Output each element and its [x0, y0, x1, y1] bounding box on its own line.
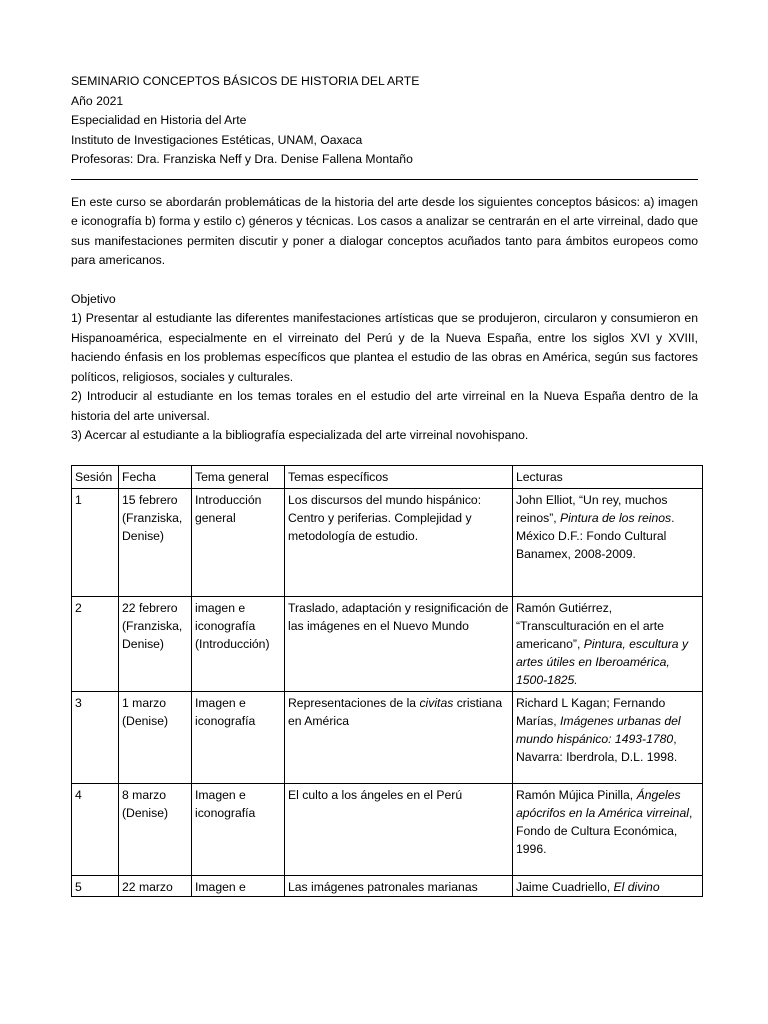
session-date-cell: [119, 691, 192, 783]
table-row: [72, 488, 703, 596]
specific-topic: Los discursos del mundo hispánico: Centro y periferias. Complejidad y metodología de estudio.: [288, 492, 482, 543]
reading-title: El divino: [613, 879, 660, 894]
table-header-row: [72, 465, 703, 488]
reading-cell: [513, 691, 703, 783]
header-general-topic: Tema general: [192, 465, 285, 488]
session-number: 1: [72, 488, 119, 596]
specific-topic: El culto a los ángeles en el Perú: [288, 787, 463, 802]
document-title: SEMINARIO CONCEPTOS BÁSICOS DE HISTORIA DEL ARTE: [71, 74, 420, 88]
session-instructor: (Denise): [122, 805, 169, 820]
reading-title: Imágenes urbanas del mundo hispánico: 1493-1780: [516, 713, 681, 746]
session-date: 8 marzo: [122, 787, 167, 802]
document-page: [71, 72, 698, 897]
general-topic: Introducción general: [192, 488, 285, 596]
specific-topic: Traslado, adaptación y resignificación de las imágenes en el Nuevo Mundo: [288, 600, 509, 633]
reading-text: Richard L Kagan; Fernando Marías,: [516, 695, 666, 728]
session-date-cell: [119, 488, 192, 596]
reading-cell: [513, 783, 703, 875]
reading-cell: [513, 875, 703, 896]
reading-text: Ramón Mújica Pinilla,: [516, 787, 637, 802]
table-row: [72, 691, 703, 783]
specific-topic-term: civitas: [419, 695, 454, 710]
session-date-cell: [119, 875, 192, 896]
header-readings: Lecturas: [513, 465, 703, 488]
objective-heading: Objetivo: [71, 291, 116, 306]
session-number: 2: [72, 596, 119, 691]
reading-text-end: , Navarra: Iberdrola, D.L. 1998.: [516, 731, 678, 764]
specific-topic-cell: [285, 691, 513, 783]
institute: Instituto de Investigaciones Estéticas, UNAM, Oaxaca: [71, 132, 363, 147]
specific-topic-cell: [285, 875, 513, 896]
teachers: Profesoras: Dra. Franziska Neff y Dra. Denise Fallena Montaño: [71, 152, 413, 166]
objective-item-2: 2) Introducir al estudiante en los temas torales en el estudio del arte virreinal en la Nueva España dentro de la historia del arte universal.: [71, 389, 698, 423]
session-date-cell: [119, 783, 192, 875]
reading-cell: [513, 488, 703, 596]
session-instructor: (Denise): [122, 713, 169, 728]
reading-cell: [513, 596, 703, 691]
reading-title: Pintura, escultura y artes útiles en Iberoamérica, 1500-1825.: [516, 636, 689, 687]
general-topic: Imagen e: [192, 875, 285, 896]
reading-text-end: , Fondo de Cultura Económica, 1996.: [516, 805, 693, 856]
reading-text: John Elliot, “Un rey, muchos reinos”,: [516, 492, 668, 525]
session-instructor: (Franziska, Denise): [122, 510, 183, 543]
session-number: 3: [72, 691, 119, 783]
header-session: Sesión: [72, 465, 119, 488]
course-year: Año 2021: [71, 93, 124, 108]
specific-topic-end: cristiana en América: [288, 695, 503, 728]
reading-text: Ramón Gutiérrez, “Transculturación en el arte americano”,: [516, 600, 664, 651]
reading-text: Jaime Cuadriello,: [516, 879, 614, 894]
specific-topic-cell: [285, 488, 513, 596]
session-date: 22 marzo: [122, 879, 173, 894]
general-topic: Imagen e iconografía: [192, 783, 285, 875]
sessions-table: [71, 465, 703, 897]
objective-item-1: 1) Presentar al estudiante las diferentes manifestaciones artísticas que se produjeron, circularon y consumieron en Hispanoamérica, especialmente en el virreinato del Perú y de la Nueva España, entre los siglos XVI y XVIII, haciendo énfasis en los problemas específicos que plantea el estudio de las obras en América, según sus factores políticos, religiosos, sociales y culturales.: [71, 311, 698, 384]
table-row: [72, 875, 703, 896]
general-topic: Imagen e iconografía: [192, 691, 285, 783]
session-date-cell: [119, 596, 192, 691]
general-topic: imagen e iconografía (Introducción): [192, 596, 285, 691]
session-date: 22 febrero: [122, 600, 178, 615]
session-number: 4: [72, 783, 119, 875]
header-specific-topics: Temas específicos: [285, 465, 513, 488]
reading-title: Ángeles apócrifos en la América virreinal: [516, 787, 689, 820]
specific-topic-cell: [285, 783, 513, 875]
session-date: 15 febrero: [122, 492, 178, 507]
header-date: Fecha: [119, 465, 192, 488]
session-date: 1 marzo: [122, 695, 167, 710]
intro-paragraph: En este curso se abordarán problemáticas de la historia del arte desde los siguientes conceptos básicos: a) imagen e iconografía b) forma y estilo c) géneros y técnicas. Los casos a analizar se centrarán en el arte virreinal, dado que sus manifestaciones permiten discutir y poner a dialogar conceptos acuñados tanto para ámbitos europeos como para americanos.: [71, 194, 698, 267]
horizontal-rule: [71, 179, 698, 180]
table-row: [72, 783, 703, 875]
reading-title: Pintura de los reinos: [560, 510, 672, 525]
specialty: Especialidad en Historia del Arte: [71, 113, 247, 127]
specific-topic-cell: [285, 596, 513, 691]
objective-item-3: 3) Acercar al estudiante a la bibliografía especializada del arte virreinal novohispano.: [71, 428, 529, 442]
session-instructor: (Franziska, Denise): [122, 618, 183, 651]
specific-topic: Representaciones de la: [288, 695, 420, 710]
table-row: [72, 596, 703, 691]
specific-topic: Las imágenes patronales marianas: [288, 879, 478, 894]
session-number: 5: [72, 875, 119, 896]
reading-text-end: . México D.F.: Fondo Cultural Banamex, 2008-2009.: [516, 510, 675, 561]
